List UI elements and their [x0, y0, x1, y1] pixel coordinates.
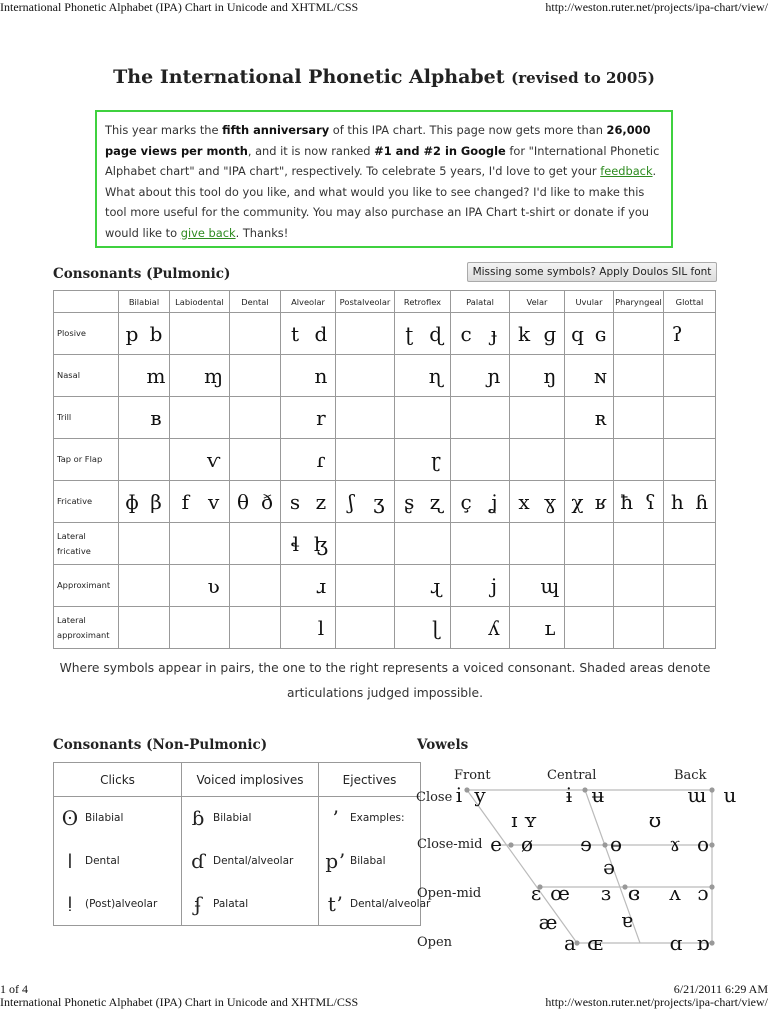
- column-header: Pharyngeal: [614, 291, 664, 313]
- voiceless-symbol: ʈ: [405, 321, 414, 346]
- consonant-cell: [664, 439, 716, 481]
- vowel-symbol: ɵ: [609, 832, 623, 856]
- consonant-cell: [119, 481, 170, 523]
- nonpulmonic-cell: [54, 883, 182, 926]
- voiceless-symbol: ʂ: [404, 489, 415, 514]
- vowel-symbol: o: [696, 832, 710, 856]
- notice-bold: #1 and #2 in Google: [374, 143, 506, 158]
- vowel-dot: [602, 842, 607, 847]
- consonant-cell: [336, 313, 395, 355]
- consonant-cell: [336, 397, 395, 439]
- consonant-cell: [170, 439, 230, 481]
- column-header: Velar: [510, 291, 565, 313]
- vowel-dot: [508, 842, 513, 847]
- consonant-cell: [230, 481, 281, 523]
- nonpulmonic-label: Bilabal: [350, 855, 386, 867]
- consonant-cell: [451, 481, 510, 523]
- consonant-cell: [281, 607, 336, 649]
- voiced-symbol: ʋ: [207, 573, 220, 598]
- print-footer-page: 1 of 4: [0, 982, 28, 996]
- pulmonic-heading: Consonants (Pulmonic): [53, 266, 231, 282]
- vowel-symbol: ɑ: [669, 931, 683, 955]
- consonant-cell: [281, 439, 336, 481]
- consonant-cell: [119, 397, 170, 439]
- nonpulmonic-symbol: tʼ: [327, 891, 343, 916]
- voiced-symbol: b: [149, 321, 163, 346]
- consonant-cell: [510, 397, 565, 439]
- consonant-cell: [230, 439, 281, 481]
- voiced-symbol: ŋ: [543, 363, 557, 388]
- voiced-symbol: m: [146, 363, 166, 388]
- print-footer-datetime: 6/21/2011 6:29 AM: [673, 982, 768, 996]
- consonant-cell: [510, 313, 565, 355]
- nonpulmonic-label: Examples:: [350, 812, 405, 825]
- consonant-cell: [230, 565, 281, 607]
- vowel-symbol: ɯ: [687, 783, 707, 807]
- consonant-cell: [614, 313, 664, 355]
- vowel-open-label: Open: [417, 935, 453, 950]
- vowel-symbol: ɘ: [580, 832, 592, 856]
- voiceless-symbol: f: [181, 489, 190, 514]
- column-header: Palatal: [451, 291, 510, 313]
- notice-bold: 26,000 page views per month: [105, 123, 651, 158]
- vowel-front-label: Front: [454, 768, 491, 783]
- feedback-link[interactable]: feedback: [600, 164, 653, 178]
- consonant-cell: [119, 355, 170, 397]
- consonant-cell: [510, 481, 565, 523]
- consonant-row: [54, 355, 716, 397]
- voiceless-symbol: k: [517, 321, 531, 346]
- vowel-grid-lines: [467, 790, 712, 943]
- voiceless-symbol: ɸ: [125, 489, 139, 514]
- consonant-cell: [170, 607, 230, 649]
- vowel-symbol: œ: [550, 881, 570, 905]
- row-header: Fricative: [54, 481, 119, 523]
- consonant-cell: [230, 313, 281, 355]
- consonant-cell: [395, 397, 451, 439]
- nonpulmonic-label: Dental: [85, 855, 120, 867]
- anniversary-notice: [95, 110, 673, 248]
- vowel-symbol: y: [474, 783, 486, 807]
- pulmonic-consonant-table: [53, 290, 716, 649]
- consonant-row: [54, 565, 716, 607]
- vowel-dot: [464, 787, 469, 792]
- consonant-cell: [565, 355, 614, 397]
- nonpulmonic-cell: [182, 883, 319, 926]
- consonant-cell: [451, 313, 510, 355]
- give-back-link[interactable]: give back: [180, 225, 236, 240]
- consonant-row: [54, 397, 716, 439]
- voiced-symbol: r: [316, 405, 326, 430]
- consonant-cell: [336, 565, 395, 607]
- vowel-symbol: e: [490, 832, 502, 856]
- vowel-symbol: æ: [538, 910, 558, 934]
- consonant-row: [54, 607, 716, 649]
- consonant-cell: [565, 607, 614, 649]
- consonant-cell: [336, 439, 395, 481]
- voiced-symbol: ʒ: [373, 489, 385, 514]
- consonant-cell: [170, 355, 230, 397]
- consonant-cell: [395, 523, 451, 565]
- nonpulmonic-label: Bilabial: [85, 812, 124, 825]
- nonpulmonic-symbol: ǃ: [67, 891, 73, 916]
- notice-bold: fifth anniversary: [222, 123, 330, 137]
- voiced-symbol: ɽ: [430, 447, 441, 472]
- print-footer-url: http://weston.ruter.net/projects/ipa-chart/view/: [545, 995, 768, 1009]
- voiceless-symbol: t: [291, 321, 300, 346]
- nonpulmonic-cell: [54, 840, 182, 883]
- consonant-cell: [510, 565, 565, 607]
- voiceless-symbol: x: [518, 489, 530, 514]
- consonant-cell: [614, 439, 664, 481]
- voiced-symbol: j: [490, 573, 498, 598]
- consonant-cell: [664, 523, 716, 565]
- voiced-symbol: ɣ: [543, 489, 556, 514]
- row-header: Lateral approximant: [54, 607, 119, 649]
- vowel-dot: [709, 940, 714, 945]
- vowel-trapezium: [412, 735, 768, 955]
- print-header-url: http://weston.ruter.net/projects/ipa-chart/view/: [545, 0, 768, 14]
- nonpulmonic-column-header: Clicks: [54, 763, 182, 797]
- consonant-row: [54, 313, 716, 355]
- consonant-cell: [395, 439, 451, 481]
- voiced-symbol: ʐ: [429, 489, 442, 514]
- vowel-symbol: ʌ: [669, 881, 681, 905]
- nonpulmonic-row: [54, 797, 421, 840]
- consonant-cell: [336, 481, 395, 523]
- vowel-dot: [709, 884, 714, 889]
- nonpulmonic-row: [54, 840, 421, 883]
- nonpulmonic-heading: Consonants (Non-Pulmonic): [53, 737, 268, 753]
- consonant-cell: [230, 607, 281, 649]
- vowel-open-mid-label: Open-mid: [417, 886, 482, 901]
- consonant-cell: [614, 481, 664, 523]
- voiced-symbol: ɴ: [594, 363, 607, 388]
- row-header: Nasal: [54, 355, 119, 397]
- consonant-cell: [170, 523, 230, 565]
- column-header: Dental: [230, 291, 281, 313]
- consonant-cell: [281, 565, 336, 607]
- consonant-cell: [614, 397, 664, 439]
- consonant-cell: [336, 523, 395, 565]
- consonant-cell: [565, 565, 614, 607]
- print-header-title: International Phonetic Alphabet (IPA) Chart in Unicode and XHTML/CSS: [0, 0, 359, 14]
- notice-text: . What about this tool do you like, and what would you like to see changed? I'd like to make this tool more useful for the community. You may also purchase an IPA Chart t-shirt or donate if you would like to: [105, 164, 657, 240]
- voiced-symbol: ʀ: [594, 405, 607, 430]
- nonpulmonic-cell: [319, 840, 421, 883]
- vowel-close-label: Close: [416, 790, 453, 805]
- voiced-symbol: ʎ: [488, 615, 500, 640]
- nonpulmonic-row: [54, 883, 421, 926]
- consonant-cell: [119, 313, 170, 355]
- voiced-symbol: ɭ: [432, 615, 440, 640]
- consonant-cell: [664, 607, 716, 649]
- voiced-symbol: d: [314, 321, 328, 346]
- vowel-dot: [582, 787, 587, 792]
- voiceless-symbol: h: [670, 489, 684, 514]
- page-title-revision: (revised to 2005): [511, 69, 655, 87]
- nonpulmonic-label: Bilabial: [213, 812, 252, 825]
- notice-text: of this IPA chart. This page now gets more than: [329, 123, 607, 137]
- vowel-symbol: ə: [603, 855, 615, 879]
- consonant-cell: [664, 481, 716, 523]
- voiced-symbol: β: [150, 489, 162, 514]
- voiced-symbol: ɲ: [487, 363, 501, 388]
- nonpulmonic-cell: [182, 840, 319, 883]
- nonpulmonic-symbol: ɓ: [191, 806, 205, 831]
- voiced-symbol: v: [208, 489, 220, 514]
- voiced-symbol: ɦ: [695, 489, 709, 514]
- consonant-cell: [336, 607, 395, 649]
- consonant-cell: [281, 355, 336, 397]
- column-header: Retroflex: [395, 291, 451, 313]
- consonant-cell: [336, 355, 395, 397]
- voiced-symbol: ɢ: [594, 321, 607, 346]
- row-header: Lateral fricative: [54, 523, 119, 565]
- consonant-cell: [451, 565, 510, 607]
- column-header: Glottal: [664, 291, 716, 313]
- consonant-cell: [119, 607, 170, 649]
- voiceless-symbol: s: [289, 489, 301, 514]
- vowel-symbol: ɐ: [621, 908, 633, 932]
- consonant-cell: [395, 481, 451, 523]
- voiced-symbol: ʟ: [544, 615, 556, 640]
- vowel-symbol: ɤ: [669, 832, 681, 856]
- nonpulmonic-cell: [319, 883, 431, 926]
- consonant-cell: [230, 397, 281, 439]
- nonpulmonic-label: Palatal: [213, 897, 249, 910]
- row-header: Trill: [54, 397, 119, 439]
- voiceless-symbol: p: [125, 321, 139, 346]
- voiceless-symbol: χ: [571, 489, 584, 514]
- consonant-cell: [451, 523, 510, 565]
- consonant-row: [54, 523, 716, 565]
- consonant-cell: [119, 523, 170, 565]
- consonant-cell: [510, 523, 565, 565]
- nonpulmonic-cell: [182, 797, 319, 840]
- vowel-symbol: i: [455, 783, 463, 807]
- consonant-cell: [119, 439, 170, 481]
- voiced-symbol: ɱ: [204, 363, 224, 388]
- vowel-dot: [709, 787, 714, 792]
- voiced-symbol: z: [315, 489, 327, 514]
- vowel-symbol: ɔ: [697, 881, 709, 905]
- consonant-cell: [451, 439, 510, 481]
- voiceless-symbol: ɬ: [290, 531, 300, 556]
- vowel-symbol: ɜ: [600, 881, 612, 905]
- consonant-cell: [614, 607, 664, 649]
- notice-text: This year marks the: [105, 123, 223, 137]
- consonant-cell: [170, 481, 230, 523]
- consonant-cell: [230, 355, 281, 397]
- consonant-cell: [664, 397, 716, 439]
- consonant-cell: [119, 565, 170, 607]
- consonant-cell: [281, 523, 336, 565]
- apply-doulos-font-button[interactable]: Missing some symbols? Apply Doulos SIL font: [467, 262, 717, 282]
- page-title: [0, 66, 768, 88]
- row-header: Approximant: [54, 565, 119, 607]
- consonant-row: [54, 439, 716, 481]
- voiced-symbol: ð: [260, 489, 274, 514]
- vowel-symbol: ɞ: [627, 881, 641, 905]
- voiced-symbol: ʁ: [594, 489, 607, 514]
- voiced-symbol: ɟ: [490, 321, 498, 346]
- vowel-symbol: ɪ ʏ: [511, 808, 537, 832]
- consonant-cell: [510, 439, 565, 481]
- voiceless-symbol: ç: [460, 489, 472, 514]
- column-header: Postalveolar: [336, 291, 395, 313]
- voiced-symbol: n: [314, 363, 328, 388]
- row-header: Plosive: [54, 313, 119, 355]
- consonant-cell: [664, 355, 716, 397]
- consonant-cell: [451, 607, 510, 649]
- vowel-close-mid-label: Close-mid: [417, 837, 483, 852]
- voiced-symbol: ⱱ: [207, 447, 221, 472]
- consonant-cell: [565, 523, 614, 565]
- vowel-central-label: Central: [547, 768, 597, 783]
- consonant-cell: [565, 313, 614, 355]
- consonant-cell: [614, 565, 664, 607]
- consonant-cell: [510, 355, 565, 397]
- consonant-cell: [565, 439, 614, 481]
- vowel-symbol: ʉ: [591, 783, 605, 807]
- column-header: Uvular: [565, 291, 614, 313]
- voiced-symbol: ɹ: [315, 573, 326, 598]
- vowel-dot: [709, 842, 714, 847]
- corner-cell: [54, 291, 119, 313]
- nonpulmonic-symbol: pʼ: [325, 849, 345, 873]
- nonpulmonic-column-header: Voiced implosives: [182, 763, 319, 797]
- consonant-cell: [230, 523, 281, 565]
- nonpulmonic-label: Dental/alveolar: [350, 897, 431, 910]
- consonant-cell: [170, 565, 230, 607]
- nonpulmonic-symbol: ʼ: [331, 806, 339, 831]
- consonant-cell: [614, 355, 664, 397]
- voiced-symbol: ɳ: [428, 363, 443, 388]
- voiced-symbol: ɻ: [430, 573, 442, 598]
- consonant-cell: [281, 481, 336, 523]
- nonpulmonic-consonant-table: [53, 762, 431, 926]
- vowel-back-label: Back: [674, 768, 707, 783]
- vowels-heading: Vowels: [417, 737, 469, 753]
- consonant-row: [54, 481, 716, 523]
- voiceless-symbol: ʔ: [671, 321, 683, 346]
- voiceless-symbol: ħ: [620, 489, 634, 514]
- column-header: Bilabial: [119, 291, 170, 313]
- nonpulmonic-label: Dental/alveolar: [213, 855, 294, 867]
- consonant-cell: [565, 397, 614, 439]
- consonant-cell: [281, 397, 336, 439]
- consonant-cell: [510, 607, 565, 649]
- voiceless-symbol: c: [460, 321, 472, 346]
- consonant-cell: [395, 565, 451, 607]
- column-header: Labiodental: [170, 291, 230, 313]
- consonant-cell: [170, 313, 230, 355]
- notice-text: , and it is now ranked: [247, 143, 375, 158]
- page-title-main: The International Phonetic Alphabet: [113, 66, 505, 88]
- consonant-cell: [395, 313, 451, 355]
- consonant-cell: [664, 565, 716, 607]
- voiced-symbol: ɾ: [316, 447, 326, 472]
- consonant-cell: [281, 313, 336, 355]
- consonant-cell: [664, 313, 716, 355]
- vowel-symbol: ɒ: [696, 931, 710, 955]
- row-header: Tap or Flap: [54, 439, 119, 481]
- notice-text: . Thanks!: [235, 225, 289, 240]
- nonpulmonic-label: (Post)alveolar: [85, 897, 158, 910]
- notice-text: for "International Phonetic Alphabet chart" and "IPA chart", respectively. To celebrate 5 years, I'd love to get your: [105, 143, 660, 178]
- nonpulmonic-cell: [54, 797, 182, 840]
- column-header: Alveolar: [281, 291, 336, 313]
- voiced-symbol: ɖ: [429, 321, 443, 346]
- consonant-cell: [451, 397, 510, 439]
- vowel-symbol: ɛ: [530, 881, 542, 905]
- consonant-cell: [170, 397, 230, 439]
- print-footer-title: International Phonetic Alphabet (IPA) Chart in Unicode and XHTML/CSS: [0, 995, 359, 1009]
- consonant-cell: [395, 355, 451, 397]
- voiced-symbol: ɮ: [313, 531, 328, 556]
- consonant-cell: [395, 607, 451, 649]
- voiced-symbol: ɰ: [540, 573, 560, 598]
- nonpulmonic-column-header: Ejectives: [319, 763, 421, 797]
- voiced-symbol: ʝ: [490, 489, 498, 514]
- pulmonic-note: Where symbols appear in pairs, the one to the right represents a voiced consonant. Shaded areas denote articulations judged impossible.: [59, 661, 711, 700]
- voiced-symbol: ʕ: [644, 489, 656, 514]
- vowel-symbol: ø: [520, 832, 534, 856]
- vowel-dot: [622, 884, 627, 889]
- vowel-symbol: ɶ: [587, 931, 603, 955]
- consonant-cell: [614, 523, 664, 565]
- nonpulmonic-symbol: ǀ: [67, 849, 73, 873]
- voiced-symbol: l: [317, 615, 325, 640]
- nonpulmonic-cell: [319, 797, 421, 840]
- vowel-symbol: u: [723, 783, 737, 807]
- nonpulmonic-symbol: ɗ: [191, 849, 205, 873]
- vowel-dots: [464, 787, 714, 945]
- consonant-cell: [565, 481, 614, 523]
- vowel-symbol: ɨ: [565, 783, 573, 807]
- vowel-symbol: ʊ: [648, 808, 662, 832]
- voiceless-symbol: q: [571, 321, 584, 346]
- nonpulmonic-symbol: ʄ: [194, 891, 202, 916]
- voiceless-symbol: ʃ: [348, 489, 354, 514]
- consonant-cell: [451, 355, 510, 397]
- voiced-symbol: ɡ: [543, 321, 557, 346]
- voiceless-symbol: θ: [236, 489, 250, 514]
- vowel-symbol: a: [564, 931, 576, 955]
- nonpulmonic-symbol: ʘ: [61, 806, 79, 831]
- voiced-symbol: ʙ: [150, 405, 162, 430]
